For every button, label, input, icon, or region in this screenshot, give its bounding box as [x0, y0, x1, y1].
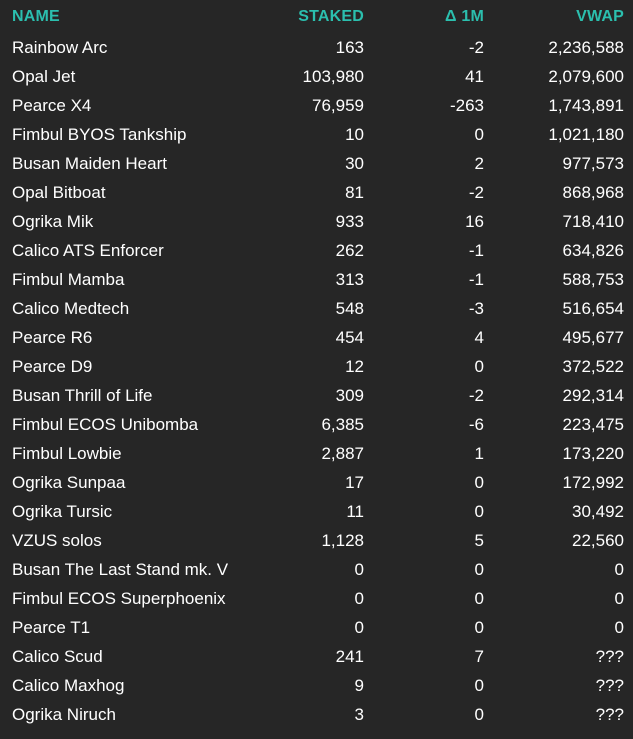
- cell-vwap: 30,492: [572, 502, 624, 521]
- cell-staked: 309: [335, 386, 364, 405]
- cell-delta: -6: [468, 415, 484, 434]
- cell-staked: 3: [354, 705, 364, 724]
- table-row: [0, 120, 633, 149]
- table-header: [0, 0, 633, 33]
- cell-name: Fimbul Lowbie: [12, 444, 122, 463]
- cell-staked: 30: [345, 154, 364, 173]
- header-name[interactable]: NAME: [12, 8, 60, 25]
- cell-delta: -2: [468, 183, 484, 202]
- cell-delta: 0: [474, 589, 484, 608]
- cell-delta: 16: [465, 212, 484, 231]
- cell-delta: 5: [474, 531, 484, 550]
- cell-name: Pearce R6: [12, 328, 93, 347]
- cell-staked: 933: [335, 212, 364, 231]
- cell-name: Pearce D9: [12, 357, 93, 376]
- cell-name: Ogrika Mik: [12, 212, 94, 231]
- cell-vwap: 0: [614, 560, 624, 579]
- cell-delta: -263: [449, 96, 484, 115]
- cell-staked: 10: [345, 125, 364, 144]
- cell-vwap: 173,220: [562, 444, 624, 463]
- cell-delta: 0: [474, 125, 484, 144]
- cell-staked: 81: [345, 183, 364, 202]
- cell-staked: 17: [345, 473, 364, 492]
- cell-vwap: 172,992: [562, 473, 624, 492]
- cell-staked: 11: [346, 502, 364, 521]
- cell-staked: 103,980: [302, 67, 364, 86]
- cell-vwap: 868,968: [562, 183, 624, 202]
- table-body: [0, 33, 633, 729]
- cell-vwap: ???: [595, 647, 624, 666]
- cell-staked: 0: [354, 618, 364, 637]
- table-row: [0, 642, 633, 671]
- cell-vwap: 1,021,180: [548, 125, 624, 144]
- cell-vwap: 22,560: [572, 531, 624, 550]
- cell-vwap: 223,475: [562, 415, 624, 434]
- cell-name: Fimbul BYOS Tankship: [12, 125, 187, 144]
- cell-staked: 9: [354, 676, 364, 695]
- cell-name: Busan Thrill of Life: [12, 386, 153, 405]
- cell-name: Busan Maiden Heart: [12, 154, 167, 173]
- table-row: [0, 584, 633, 613]
- table-row: [0, 91, 633, 120]
- table-row: [0, 294, 633, 323]
- cell-delta: 0: [474, 357, 484, 376]
- cell-staked: 241: [335, 647, 364, 666]
- cell-staked: 163: [335, 38, 364, 57]
- cell-name: Opal Bitboat: [12, 183, 106, 202]
- cell-name: Calico Scud: [12, 647, 103, 666]
- cell-staked: 76,959: [312, 96, 364, 115]
- cell-name: Fimbul ECOS Unibomba: [12, 415, 199, 434]
- cell-name: Pearce X4: [12, 96, 92, 115]
- table-row: [0, 33, 633, 62]
- cell-vwap: 977,573: [562, 154, 624, 173]
- cell-name: Opal Jet: [12, 67, 76, 86]
- cell-delta: -2: [468, 38, 484, 57]
- cell-vwap: 516,654: [562, 299, 624, 318]
- cell-delta: 0: [474, 618, 484, 637]
- cell-delta: -3: [468, 299, 484, 318]
- cell-vwap: 1,743,891: [548, 96, 624, 115]
- table-row: [0, 410, 633, 439]
- header-staked[interactable]: STAKED: [298, 8, 364, 25]
- table-row: [0, 178, 633, 207]
- table-row: [0, 671, 633, 700]
- cell-vwap: 495,677: [562, 328, 624, 347]
- table-row: [0, 381, 633, 410]
- cell-name: Ogrika Niruch: [12, 705, 116, 724]
- table-row: [0, 236, 633, 265]
- cell-name: Busan The Last Stand mk. V: [12, 560, 229, 579]
- table-row: [0, 323, 633, 352]
- cell-vwap: 372,522: [562, 357, 624, 376]
- cell-vwap: 718,410: [562, 212, 624, 231]
- cell-name: Calico Medtech: [12, 299, 130, 318]
- cell-vwap: 0: [614, 589, 624, 608]
- cell-vwap: 588,753: [562, 270, 624, 289]
- cell-staked: 1,128: [321, 531, 364, 550]
- table-row: [0, 439, 633, 468]
- cell-delta: 4: [474, 328, 484, 347]
- cell-name: Calico ATS Enforcer: [12, 241, 164, 260]
- cell-delta: 0: [474, 473, 484, 492]
- cell-delta: 0: [474, 705, 484, 724]
- cell-name: Fimbul Mamba: [12, 270, 125, 289]
- cell-delta: -2: [468, 386, 484, 405]
- cell-vwap: ???: [595, 676, 624, 695]
- cell-staked: 262: [335, 241, 364, 260]
- table-row: [0, 700, 633, 729]
- header-delta[interactable]: Δ 1M: [445, 8, 484, 25]
- cell-vwap: 2,079,600: [548, 67, 624, 86]
- table-row: [0, 526, 633, 555]
- cell-delta: 7: [474, 647, 484, 666]
- cell-vwap: 634,826: [562, 241, 624, 260]
- table-row: [0, 613, 633, 642]
- table-row: [0, 207, 633, 236]
- cell-staked: 12: [345, 357, 364, 376]
- cell-name: VZUS solos: [12, 531, 102, 550]
- header-vwap[interactable]: VWAP: [576, 8, 624, 25]
- cell-name: Pearce T1: [12, 618, 91, 637]
- cell-delta: 0: [474, 676, 484, 695]
- cell-name: Ogrika Sunpaa: [12, 473, 126, 492]
- cell-name: Rainbow Arc: [12, 38, 108, 57]
- cell-staked: 0: [354, 589, 364, 608]
- cell-name: Ogrika Tursic: [12, 502, 113, 521]
- cell-delta: 2: [474, 154, 484, 173]
- table-row: [0, 555, 633, 584]
- cell-name: Fimbul ECOS Superphoenix: [12, 589, 226, 608]
- cell-delta: 0: [474, 560, 484, 579]
- table-row: [0, 468, 633, 497]
- table-row: [0, 149, 633, 178]
- table-row: [0, 62, 633, 91]
- cell-delta: 41: [465, 67, 484, 86]
- table-row: [0, 352, 633, 381]
- cell-delta: -1: [468, 241, 484, 260]
- cell-staked: 454: [335, 328, 364, 347]
- table-row: [0, 497, 633, 526]
- cell-vwap: 2,236,588: [548, 38, 624, 57]
- cell-staked: 0: [354, 560, 364, 579]
- cell-vwap: 292,314: [562, 386, 624, 405]
- cell-vwap: ???: [595, 705, 624, 724]
- table-row: [0, 265, 633, 294]
- cell-staked: 313: [335, 270, 364, 289]
- cell-vwap: 0: [614, 618, 624, 637]
- cell-delta: 0: [474, 502, 484, 521]
- cell-staked: 6,385: [321, 415, 364, 434]
- cell-staked: 548: [335, 299, 364, 318]
- cell-delta: 1: [474, 444, 484, 463]
- cell-staked: 2,887: [321, 444, 364, 463]
- cell-name: Calico Maxhog: [12, 676, 125, 695]
- cell-delta: -1: [468, 270, 484, 289]
